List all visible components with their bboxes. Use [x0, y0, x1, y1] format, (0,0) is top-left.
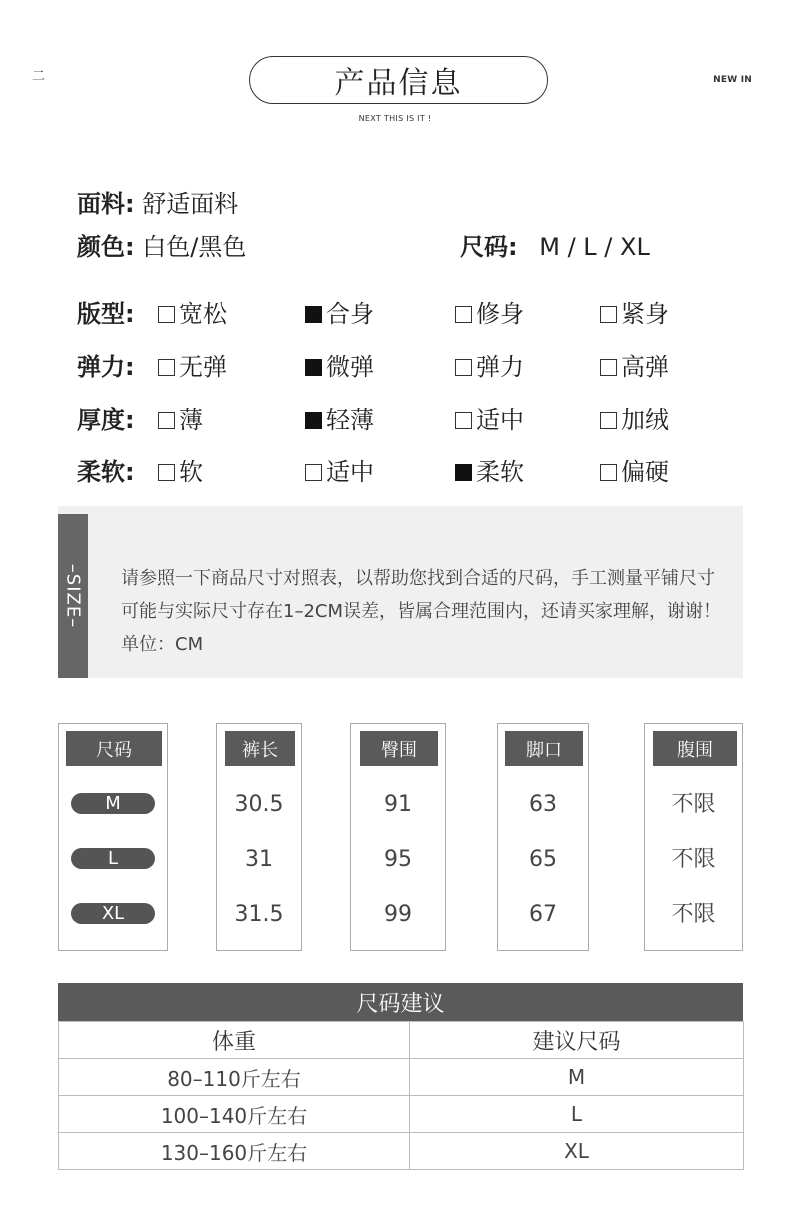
weight-cell: 80–110斤左右 — [59, 1059, 410, 1096]
size-note-text: 请参照一下商品尺寸对照表，以帮助您找到合适的尺码，手工测量平铺尺寸可能与实际尺寸存在1–2CM误差，皆属合理范围内，还请买家理解，谢谢！单位：CM — [121, 568, 721, 655]
size-column — [644, 723, 743, 951]
attribute-option-label: 高弹 — [621, 353, 669, 381]
size-line — [460, 235, 650, 259]
suggested-size-header: 建议尺码 — [410, 1022, 744, 1059]
measurement-cell: 63 — [529, 792, 557, 817]
checked-box-icon — [305, 359, 322, 376]
unchecked-box-icon — [600, 306, 617, 323]
unchecked-box-icon — [158, 359, 175, 376]
page-subtitle: NEXT THIS IS IT ! — [358, 114, 432, 123]
unchecked-box-icon — [158, 412, 175, 429]
attribute-option-label: 合身 — [326, 300, 374, 328]
size-cell: M — [410, 1059, 744, 1096]
table-row — [59, 1133, 744, 1170]
size-pill: L — [71, 848, 155, 869]
unchecked-box-icon — [600, 412, 617, 429]
unchecked-box-icon — [158, 306, 175, 323]
measurement-cell: 不限 — [671, 792, 716, 817]
fabric-line — [77, 192, 238, 216]
measurement-cell: 65 — [529, 847, 557, 872]
checked-box-icon — [455, 464, 472, 481]
attribute-option-label: 软 — [179, 458, 203, 486]
unchecked-box-icon — [600, 464, 617, 481]
unchecked-box-icon — [455, 412, 472, 429]
measurement-cell: 67 — [529, 902, 557, 927]
measurement-cell: 99 — [384, 902, 412, 927]
weight-header: 体重 — [59, 1022, 410, 1059]
size-label: 尺码: — [460, 233, 518, 261]
measurement-cell: 不限 — [671, 847, 716, 872]
attribute-option — [158, 408, 203, 432]
weight-cell: 130–160斤左右 — [59, 1133, 410, 1170]
size-column — [216, 723, 302, 951]
attribute-label: 厚度: — [77, 406, 135, 434]
color-label: 颜色: — [77, 233, 135, 261]
attribute-option-label: 紧身 — [621, 300, 669, 328]
unchecked-box-icon — [455, 306, 472, 323]
size-pill: M — [71, 793, 155, 814]
attribute-option-label: 宽松 — [179, 300, 227, 328]
table-row — [59, 1096, 744, 1133]
attribute-option — [305, 408, 374, 432]
measurement-cell: 91 — [384, 792, 412, 817]
attribute-option-label: 修身 — [476, 300, 524, 328]
checked-box-icon — [305, 306, 322, 323]
color-line — [77, 235, 246, 259]
size-column — [58, 723, 168, 951]
unchecked-box-icon — [158, 464, 175, 481]
unchecked-box-icon — [455, 359, 472, 376]
attribute-option — [305, 460, 374, 484]
size-side-bar — [58, 514, 88, 678]
column-header: 臀围 — [360, 731, 438, 766]
attribute-option-label: 弹力 — [476, 353, 524, 381]
attribute-label: 弹力: — [77, 353, 135, 381]
attribute-option — [455, 355, 524, 379]
attribute-option — [455, 408, 524, 432]
measurement-cell: 不限 — [671, 902, 716, 927]
attribute-option-label: 适中 — [326, 458, 374, 486]
new-in-label: NEW IN — [713, 75, 752, 85]
table-row — [59, 1059, 744, 1096]
measurement-cell: 95 — [384, 847, 412, 872]
column-header: 脚口 — [505, 731, 583, 766]
attribute-option-label: 适中 — [476, 406, 524, 434]
measurement-cell: 31 — [245, 847, 273, 872]
attribute-label: 柔软: — [77, 458, 135, 486]
page-title: 产品信息 — [249, 56, 548, 104]
attribute-option-label: 无弹 — [179, 353, 227, 381]
color-value: 白色/黑色 — [142, 233, 247, 261]
attribute-option-label: 柔软 — [476, 458, 524, 486]
unchecked-box-icon — [305, 464, 322, 481]
attribute-option-label: 微弹 — [326, 353, 374, 381]
attribute-option — [305, 355, 374, 379]
attribute-option — [455, 460, 524, 484]
attribute-option-label: 轻薄 — [326, 406, 374, 434]
measurement-cell: 31.5 — [234, 902, 284, 927]
menu-icon: 二 — [32, 69, 46, 84]
measurement-cell: 30.5 — [234, 792, 284, 817]
attribute-option-label: 加绒 — [621, 406, 669, 434]
size-side-label: –SIZE– — [62, 563, 84, 629]
fabric-label: 面料: — [77, 190, 135, 218]
attribute-option — [600, 355, 669, 379]
attribute-label: 版型: — [77, 300, 135, 328]
size-column — [497, 723, 589, 951]
attribute-option — [158, 355, 227, 379]
recommendation-header-row — [59, 1022, 744, 1059]
column-header: 裤长 — [225, 731, 295, 766]
column-header: 尺码 — [66, 731, 162, 766]
size-column — [350, 723, 446, 951]
attribute-option — [600, 302, 669, 326]
attribute-option-label: 薄 — [179, 406, 203, 434]
attribute-option — [158, 302, 227, 326]
size-cell: XL — [410, 1133, 744, 1170]
weight-cell: 100–140斤左右 — [59, 1096, 410, 1133]
attribute-option — [455, 302, 524, 326]
attribute-option — [600, 408, 669, 432]
attribute-option — [305, 302, 374, 326]
recommendation-title: 尺码建议 — [58, 983, 743, 1021]
unchecked-box-icon — [600, 359, 617, 376]
size-pill: XL — [71, 903, 155, 924]
recommendation-table — [58, 1021, 744, 1170]
attribute-option — [158, 460, 203, 484]
column-header: 腹围 — [653, 731, 737, 766]
fabric-value: 舒适面料 — [142, 190, 239, 218]
attribute-option — [600, 460, 669, 484]
size-cell: L — [410, 1096, 744, 1133]
attribute-option-label: 偏硬 — [621, 458, 669, 486]
checked-box-icon — [305, 412, 322, 429]
size-value: M / L / XL — [539, 233, 650, 261]
